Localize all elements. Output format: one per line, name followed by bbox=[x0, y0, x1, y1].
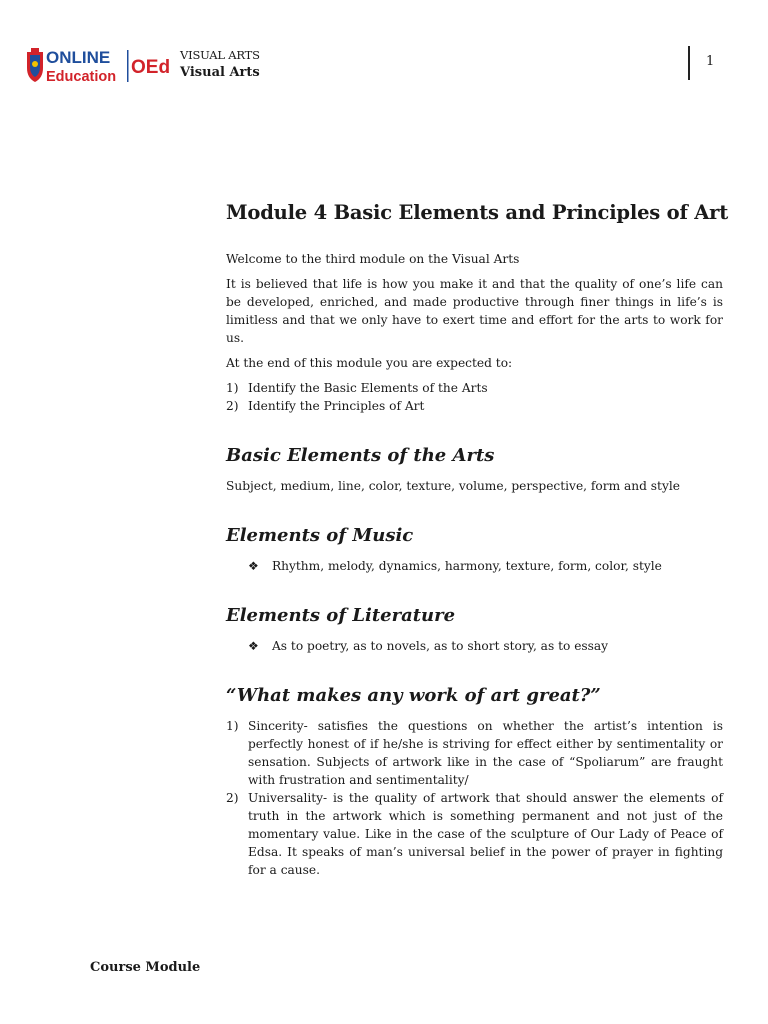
logo-education-text: Education bbox=[46, 69, 117, 85]
expected-text: At the end of this module you are expected to: bbox=[226, 356, 513, 370]
header-course-text bbox=[180, 46, 260, 82]
header-line2: Visual Arts bbox=[180, 65, 260, 80]
crest-icon bbox=[27, 48, 43, 82]
objectives-list bbox=[226, 379, 723, 415]
music-bullet-text: Rhythm, melody, dynamics, harmony, texture, form, color, style bbox=[272, 559, 662, 573]
list-item bbox=[226, 397, 723, 415]
footer-course-module: Course Module bbox=[90, 960, 201, 975]
list-item bbox=[226, 789, 723, 879]
diamond-bullet-icon: ❖ bbox=[248, 559, 259, 573]
list-number: 1) bbox=[226, 381, 239, 395]
basic-elements-text: Subject, medium, line, color, texture, volume, perspective, form and style bbox=[226, 479, 680, 493]
basic-elements-heading: Basic Elements of the Arts bbox=[226, 445, 495, 466]
great-art-heading: “What makes any work of art great?” bbox=[226, 685, 601, 706]
literature-bullet-item bbox=[226, 637, 723, 655]
list-item-text: Universality- is the quality of artwork that should answer the elements of truth in the artwork which is something permanent and not just of the momentary value. Like in the case of the sculpture of Our Lady of Peace of Edsa. It speaks of man’s universal belief in the power of prayer in fighting for a cause. bbox=[248, 791, 723, 877]
header-divider bbox=[688, 46, 690, 80]
module-content bbox=[226, 201, 729, 879]
list-item bbox=[226, 379, 723, 397]
page-header bbox=[24, 44, 744, 88]
logo-divider bbox=[127, 50, 129, 82]
music-bullet-item bbox=[226, 557, 723, 575]
list-item bbox=[226, 717, 723, 789]
list-item-text: Sincerity- satisfies the questions on whether the artist’s intention is perfectly honest of if he/she is striving for effect either by sentimentality or sensation. Subjects of artwork like in the case of “Spoliarum” are fraught with frustration and sentimentality/ bbox=[248, 719, 723, 787]
list-item-text: Identify the Basic Elements of the Arts bbox=[248, 381, 488, 395]
music-heading: Elements of Music bbox=[226, 525, 414, 546]
list-item-text: Identify the Principles of Art bbox=[248, 399, 425, 413]
logo-oed-text: OEd bbox=[131, 57, 171, 78]
list-number: 1) bbox=[226, 719, 239, 733]
welcome-text: Welcome to the third module on the Visual Arts bbox=[226, 252, 520, 266]
logo-online-text: ONLINE bbox=[46, 48, 111, 67]
list-number: 2) bbox=[226, 399, 239, 413]
page-title: Module 4 Basic Elements and Principles of Art bbox=[226, 201, 729, 224]
online-education-logo bbox=[24, 44, 174, 88]
page-number: 1 bbox=[706, 54, 715, 69]
header-line1: VISUAL ARTS bbox=[180, 48, 260, 62]
literature-bullet-text: As to poetry, as to novels, as to short story, as to essay bbox=[272, 639, 609, 653]
literature-heading: Elements of Literature bbox=[226, 605, 456, 626]
intro-paragraph: It is believed that life is how you make it and that the quality of one’s life can be developed, enriched, and made productive through finer things in life’s is limitless and that we only have to exert time and effort for the arts to work for us. bbox=[226, 277, 723, 345]
great-art-list bbox=[226, 717, 723, 879]
diamond-bullet-icon: ❖ bbox=[248, 639, 259, 653]
list-number: 2) bbox=[226, 791, 239, 805]
